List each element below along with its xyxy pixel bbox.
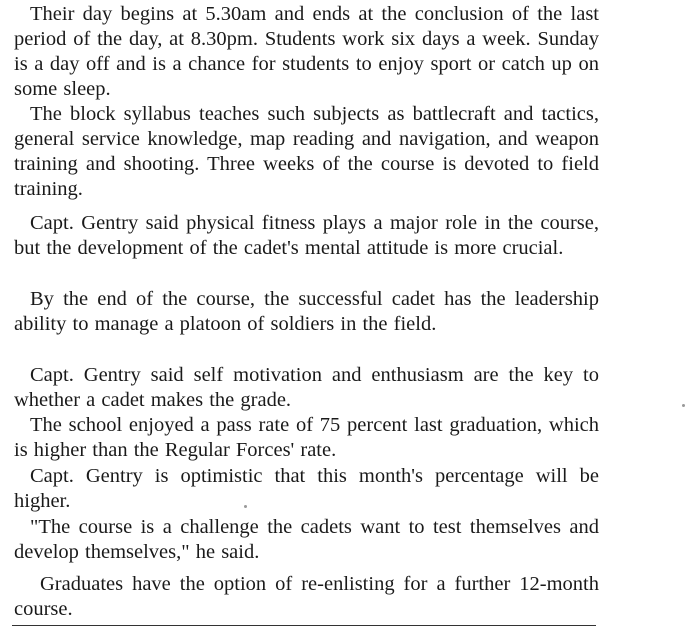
paragraph-optimism: Capt. Gentry is optimistic that this month's percentage will be higher. <box>14 465 599 512</box>
print-speck <box>682 404 685 407</box>
paragraph-daily-schedule: Their day begins at 5.30am and ends at the conclusion of the last period of the day, at 8.30pm. Students work six days a week. Sunday is a day off and is a chance for students to enjoy sport or catch up on some sleep. <box>14 3 599 100</box>
paragraph-re-enlisting: Graduates have the option of re-enlisting for a further 12-month course. <box>14 573 599 620</box>
paragraph-leadership: By the end of the course, the successful cadet has the leadership ability to manage a platoon of soldiers in the field. <box>14 288 599 335</box>
paragraph-syllabus: The block syllabus teaches such subjects as battlecraft and tactics, general service knowledge, map reading and navigation, and weapon training and shooting. Three weeks of the course is devoted to field training. <box>14 103 599 200</box>
paragraph-motivation: Capt. Gentry said self motivation and enthusiasm are the key to whether a cadet makes the grade. <box>14 364 599 411</box>
paragraph-pass-rate: The school enjoyed a pass rate of 75 percent last graduation, which is higher than the Regular Forces' rate. <box>14 414 599 461</box>
column-bottom-rule <box>12 625 596 626</box>
paragraph-quote: "The course is a challenge the cadets want to test themselves and develop themselves," he said. <box>14 516 599 563</box>
print-speck <box>244 505 247 508</box>
paragraph-fitness: Capt. Gentry said physical fitness plays a major role in the course, but the development of the cadet's mental attitude is more crucial. <box>14 212 599 259</box>
